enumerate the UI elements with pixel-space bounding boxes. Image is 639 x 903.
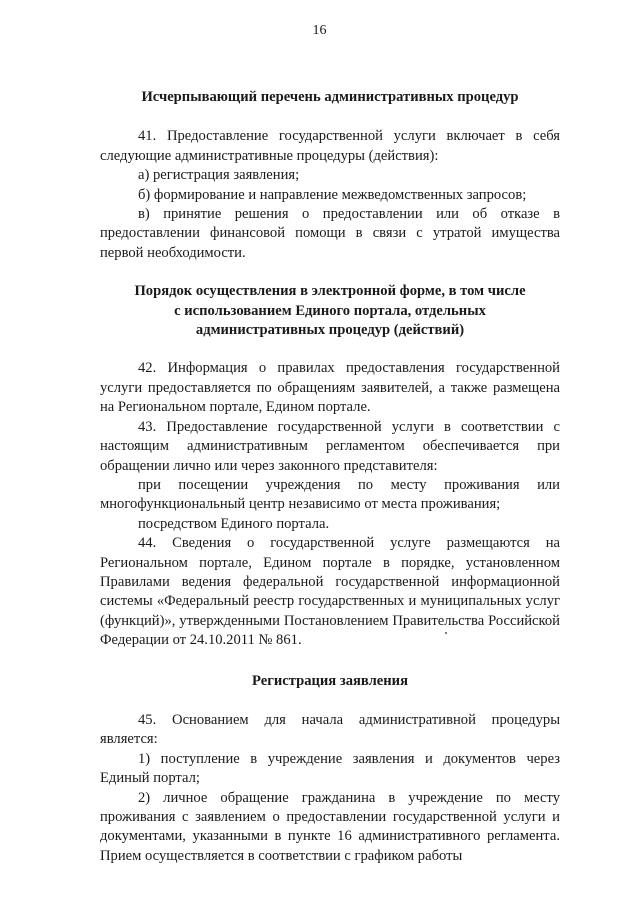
paragraph-42: 42. Информация о правилах предоставления государственной услуги предоставляется по обращениям заявителей, а также размещена на Региональном портале, Едином портале.: [100, 360, 560, 416]
page-number: 16: [312, 23, 327, 38]
paragraph-43: 43. Предоставление государственной услуги в соответствии с настоящим административным регламентом обеспечивается при обращении лично или через законного представителя:: [100, 418, 560, 474]
paragraph-43-item-2: посредством Единого портала.: [138, 515, 330, 532]
heading-line: с использованием Единого портала, отдельных: [174, 302, 486, 319]
section-heading-admin-procedures: Исчерпывающий перечень административных процедур: [141, 89, 519, 105]
heading-line: Порядок осуществления в электронной форме, в том числе: [134, 283, 526, 300]
paragraph-45: 45. Основанием для начала административной процедуры является:: [100, 711, 560, 748]
paragraph-41: 41. Предоставление государственной услуги включает в себя следующие административные процедуры (действия):: [100, 128, 560, 164]
list-item-41-b: б) формирование и направление межведомственных запросов;: [138, 186, 527, 203]
scan-artifact-dot: [445, 632, 447, 634]
list-item-41-c: в) принятие решения о предоставлении или об отказе в предоставлении финансовой помощи в связи с утратой имущества первой необходимости.: [100, 206, 560, 261]
paragraph-44: 44. Сведения о государственной услуге размещаются на Региональном портале, Едином портале в порядке, установленном Правилами ведения федеральной государственной информационной системы «Федеральный реестр государственных и муниципальных услуг (функций)», утвержденными Постановлением Правительства Российской Федерации от 24.10.2011 № 861.: [100, 535, 560, 649]
section-heading-electronic-form: [100, 282, 560, 340]
paragraph-45-item-1: 1) поступление в учреждение заявления и документов через Единый портал;: [100, 750, 560, 787]
paragraph-45-item-2: 2) личное обращение гражданина в учреждение по месту проживания с заявлением о предоставлении государственной услуги и документами, указанными в пункте 16 административного регламента. Прием осуществляется в соответствии с графиком работы: [100, 789, 560, 864]
heading-line: административных процедур (действий): [195, 322, 465, 339]
section-heading-registration: Регистрация заявления: [252, 672, 408, 689]
list-item-41-a: а) регистрация заявления;: [138, 167, 300, 184]
document-body: [100, 88, 560, 866]
paragraph-43-item-1: при посещении учреждения по месту проживания или многофункциональный центр независимо от места проживания;: [100, 476, 560, 513]
